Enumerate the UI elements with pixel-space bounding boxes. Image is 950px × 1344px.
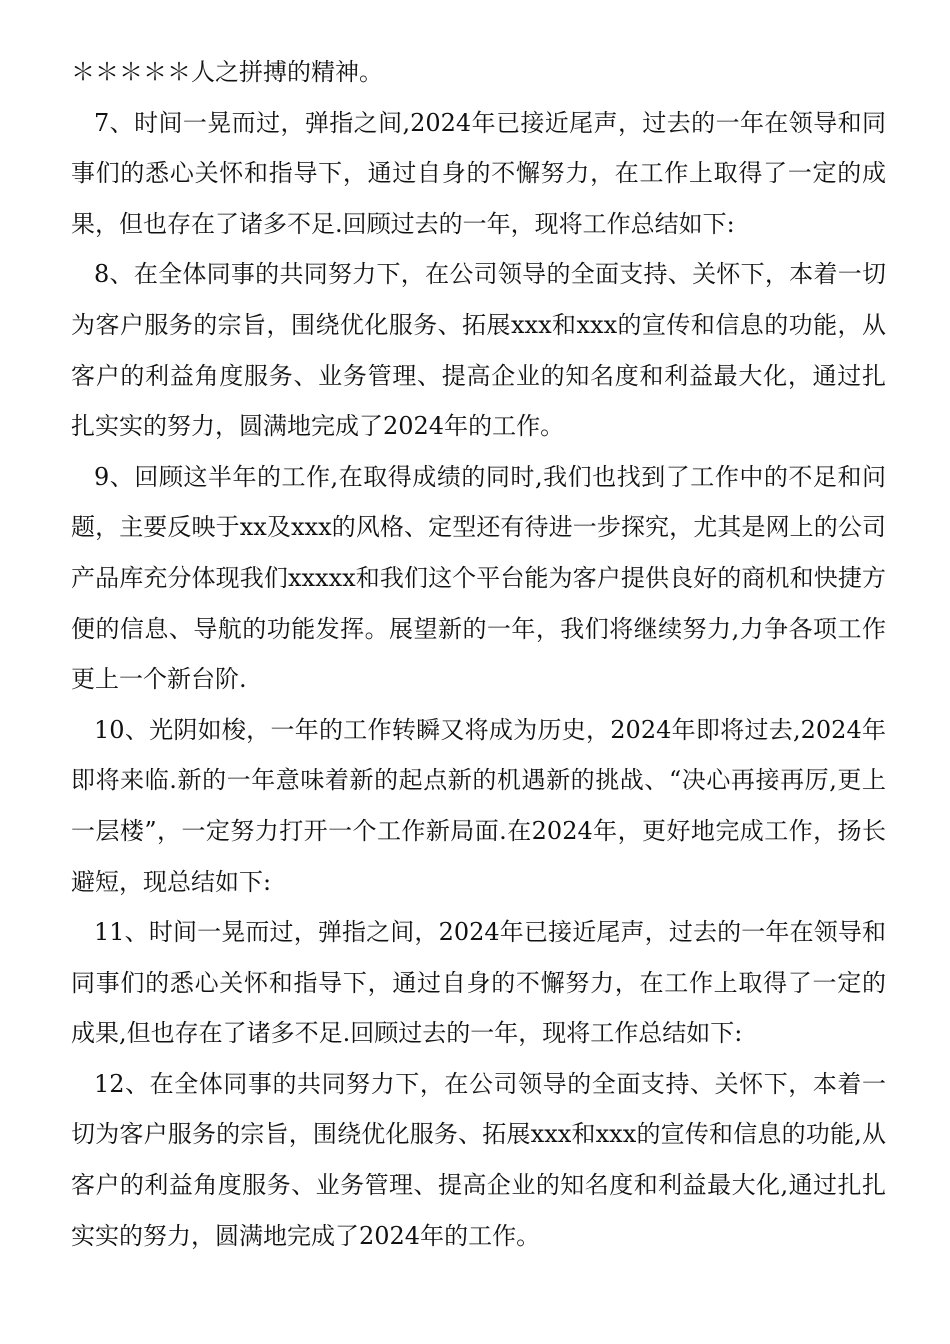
paragraph-9: 9、回顾这半年的工作,在取得成绩的同时,我们也找到了工作中的不足和问题，主要反映于xx及xxx的风格、定型还有待进一步探究，尤其是网上的公司产品库充分体现我们xxxxx和我们这个平台能为客户提供良好的商机和快捷方便的信息、导航的功能发挥。展望新的一年，我们将继续努力,力争各项工作更上一个新台阶.: [71, 462, 886, 694]
paragraph-continuation: ＊＊＊＊＊人之拼搏的精神。: [71, 58, 383, 86]
paragraph-12: 12、在全体同事的共同努力下，在公司领导的全面支持、关怀下，本着一切为客户服务的宗旨，围绕优化服务、拓展xxx和xxx的宣传和信息的功能,从客户的利益角度服务、业务管理、提高企业的知名度和利益最大化,通过扎扎实实的努力，圆满地完成了2024年的工作。: [71, 1069, 886, 1250]
paragraph-8: 8、在全体同事的共同努力下，在公司领导的全面支持、关怀下，本着一切为客户服务的宗旨，围绕优化服务、拓展xxx和xxx的宣传和信息的功能，从客户的利益角度服务、业务管理、提高企业的知名度和利益最大化，通过扎扎实实的努力，圆满地完成了2024年的工作。: [71, 260, 886, 441]
document-page: [71, 47, 886, 1261]
paragraph-11: 11、时间一晃而过，弹指之间，2024年已接近尾声，过去的一年在领导和同事们的悉心关怀和指导下，通过自身的不懈努力，在工作上取得了一定的成果,但也存在了诸多不足.回顾过去的一年，现将工作总结如下:: [71, 918, 886, 1048]
paragraph-10: 10、光阴如梭，一年的工作转瞬又将成为历史，2024年即将过去,2024年即将来临.新的一年意味着新的起点新的机遇新的挑战、“决心再接再厉,更上一层楼”，一定努力打开一个工作新局面.在2024年，更好地完成工作，扬长避短，现总结如下:: [71, 715, 886, 896]
paragraph-7: 7、时间一晃而过，弹指之间,2024年已接近尾声，过去的一年在领导和同事们的悉心关怀和指导下，通过自身的不懈努力，在工作上取得了一定的成果，但也存在了诸多不足.回顾过去的一年，现将工作总结如下:: [71, 108, 886, 238]
